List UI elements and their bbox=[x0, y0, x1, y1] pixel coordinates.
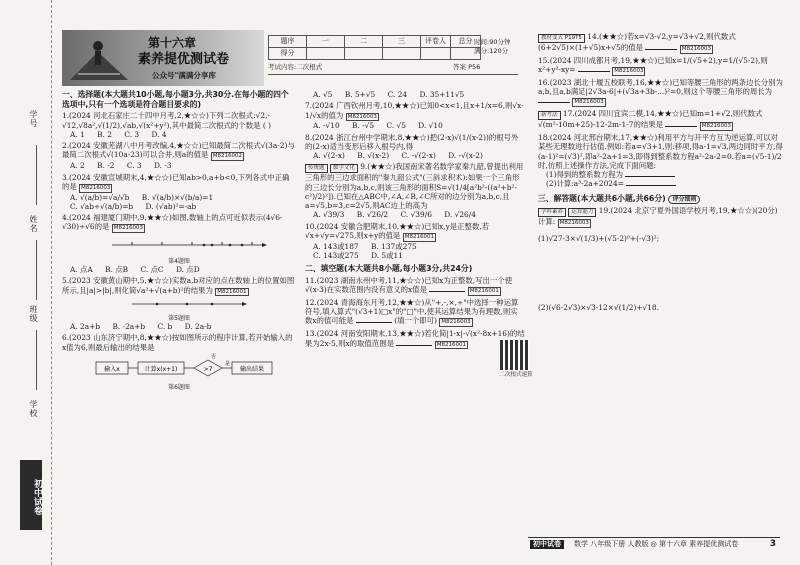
option[interactable]: A. 点A bbox=[70, 265, 93, 275]
option[interactable]: D. -3 bbox=[153, 161, 172, 171]
section-heading bbox=[538, 194, 783, 205]
number-line-figure bbox=[62, 233, 292, 255]
score-cell: 一 bbox=[307, 36, 345, 48]
side-label-name: 姓名 bbox=[29, 215, 38, 233]
sub-question-text: (1)得到的整系数方程为 bbox=[546, 170, 623, 179]
question-text: 13.(2024 河南安阳期末,13,★★☆)若化简|1-x|-√(x²-8x+16)的结果为2x-5,则x的取值范围是 bbox=[305, 329, 525, 348]
options bbox=[62, 161, 296, 170]
question-text: 11.(2023 湖南永州中考,11,★☆☆)已知x为正整数,写出一个使√(x-3)在实数范围内没有意义的x值是 bbox=[305, 275, 513, 295]
option[interactable]: B. √(x-2) bbox=[357, 151, 390, 161]
options bbox=[62, 265, 296, 274]
question-text: 10.(2024 安徽合肥期末,10,★★☆)已知x,y是正整数,若√x+√y=√275,则x+y的值是 bbox=[305, 221, 490, 240]
question-3 bbox=[62, 173, 296, 193]
option[interactable]: C. √5 bbox=[386, 121, 406, 131]
option[interactable]: B. 5+√5 bbox=[344, 90, 376, 99]
question-16 bbox=[538, 78, 783, 107]
options bbox=[305, 151, 525, 160]
option[interactable]: C. 3 bbox=[124, 129, 140, 139]
question-tag: 传统题 bbox=[305, 164, 328, 173]
option[interactable]: A. 2 bbox=[70, 161, 85, 171]
banner-illustration bbox=[68, 34, 130, 82]
question-code: M8216001 bbox=[469, 288, 499, 295]
number-line-figure bbox=[62, 296, 292, 312]
question-text: 15.(2024 四川成都月考,19,★★☆)已知x=1/(√5+2),y=1/(√5-2),则x²+y²-xy= bbox=[538, 55, 768, 74]
question-17 bbox=[538, 109, 783, 131]
option[interactable]: D. √10 bbox=[418, 121, 443, 131]
option[interactable]: C. -√(2-x) bbox=[401, 151, 436, 161]
score-cell: 得分 bbox=[269, 48, 307, 60]
option[interactable]: A. √5 bbox=[313, 90, 333, 99]
section-heading: 一、选择题(本大题共10小题,每小题3分,共30分.在每小题的四个选项中,只有一个选项是符合题目要求的) bbox=[62, 90, 289, 109]
answer-blank[interactable] bbox=[625, 176, 675, 177]
options bbox=[62, 130, 296, 139]
question-12 bbox=[305, 298, 525, 327]
question-text: (填一个即可) bbox=[394, 316, 437, 326]
option[interactable]: D. 2a-b bbox=[184, 322, 212, 332]
question-tag: 新考法 bbox=[538, 111, 561, 120]
exam-scope: 考试内容:二次根式 bbox=[268, 63, 323, 71]
option[interactable]: D. 35+11√5 bbox=[419, 90, 465, 99]
figure-caption: 第6题图 bbox=[168, 384, 190, 392]
page-number: 3 bbox=[769, 539, 776, 549]
question-text: 17.(2024 四川宜宾二模,14,★★☆)已知m=1+√2,则代数式√(m²-10m+25)-12-2m-1-7的结果是 bbox=[538, 109, 763, 130]
full-score: 满分:120分 bbox=[474, 47, 509, 56]
answer-reference: 答案 P56 bbox=[453, 63, 481, 71]
question-code: M8216003 bbox=[441, 319, 471, 326]
section-heading: 二、填空题(本大题共8小题,每小题3分,共24分) bbox=[305, 264, 473, 274]
binding-margin bbox=[0, 0, 52, 565]
question-5 bbox=[62, 276, 296, 296]
score-cell: 题序 bbox=[269, 36, 307, 48]
answer-blank[interactable] bbox=[538, 102, 570, 103]
option[interactable]: B. √(a/b)×√(b/a)=1 bbox=[141, 192, 214, 202]
question-4 bbox=[62, 213, 296, 233]
question-code: M8216001 bbox=[404, 233, 435, 240]
option[interactable]: B. 点B bbox=[105, 265, 129, 275]
question-code: M8216003 bbox=[701, 123, 731, 130]
option[interactable]: C. √ab÷√(a/b)=b bbox=[70, 201, 134, 211]
question-8: 8.(2024 浙江台州中学期末,8,★★☆)把(2-x)√(1/(x-2))的根号外的(2-x)适当变形后移入根号内,得 bbox=[305, 132, 519, 151]
score-table-row bbox=[269, 48, 481, 60]
option[interactable]: A. 1 bbox=[70, 129, 85, 139]
option[interactable]: B. 2 bbox=[97, 129, 112, 139]
question-code: M8216003 bbox=[347, 113, 377, 120]
option[interactable]: D. 4 bbox=[151, 129, 167, 139]
paper-title: 素养提优测试卷 bbox=[138, 52, 230, 67]
wechat-label: 公众号"满满分享库 bbox=[152, 71, 216, 80]
options bbox=[305, 242, 490, 261]
page-footer bbox=[528, 537, 780, 551]
question-10 bbox=[305, 222, 490, 242]
flow-step: 输入x bbox=[104, 365, 120, 373]
option[interactable]: B. -2 bbox=[97, 161, 115, 171]
question-14 bbox=[538, 32, 783, 54]
option[interactable]: B. -2a+b bbox=[112, 322, 146, 332]
question-code: M8216001 bbox=[217, 288, 247, 295]
option[interactable]: A. √39/3 bbox=[313, 210, 345, 220]
question-text: 19.(2024 北京宁夏外国语学校月考,19,★☆☆)(20分)计算: bbox=[538, 206, 778, 226]
question-code: M8216003 bbox=[681, 45, 711, 52]
option[interactable]: C. √39/6 bbox=[400, 210, 432, 220]
score-input[interactable] bbox=[307, 48, 345, 60]
score-cell: 三 bbox=[383, 36, 421, 48]
option[interactable]: A. 143或187 bbox=[313, 241, 359, 251]
sub-question: (2)(√6-2√3)×√3-12×√(1/2)+√18. bbox=[538, 303, 659, 312]
side-line bbox=[36, 330, 37, 390]
score-cell: 评卷人 bbox=[421, 36, 451, 48]
time-limit: 时间:90分钟 bbox=[474, 38, 511, 46]
options bbox=[62, 193, 296, 212]
flow-branch-no: 否 bbox=[211, 353, 217, 360]
option[interactable]: C. 143或275 bbox=[313, 250, 359, 260]
question-text: 16.(2023 湖北十堰五校联考,16,★★☆)已知等腰三角形的两条边长分别为a,b,且a,b满足|2√3a-6|+(√3a+3b-...)²=0,则这个等腰三角形的周长为 bbox=[538, 77, 783, 97]
question-tag: 运算能力 bbox=[568, 208, 596, 217]
question-6: 6.(2023 山东济宁期中,8,★★☆)按如图所示的程序计算,若开始输入的x值为6,则最后输出的结果是 bbox=[62, 333, 293, 352]
flow-decision: >7 bbox=[203, 365, 213, 373]
score-input[interactable] bbox=[345, 48, 383, 60]
flow-step: 输出结果 bbox=[239, 365, 265, 373]
option[interactable]: A. -√10 bbox=[313, 121, 340, 131]
option[interactable]: A. 2a+b bbox=[70, 322, 101, 332]
score-cell: 总分 bbox=[451, 36, 481, 48]
option[interactable]: C. 24 bbox=[387, 90, 408, 99]
question-code: M8216003 bbox=[81, 184, 111, 191]
answer-blank[interactable] bbox=[429, 291, 465, 292]
question-1: 1.(2024 河北石家庄二十四中月考,2,★☆☆)下列二次根式:√2,-√12,√8a²,√(1/2),√ab,√(x²+y²),其中最简二次根式的个数是 ( ) bbox=[62, 111, 271, 130]
question-code: M8216003 bbox=[614, 68, 644, 74]
option[interactable]: C. 点C bbox=[140, 265, 164, 275]
question-18: 18.(2024 河北邢台期末,17,★★☆)利用平方与开平方互为逆运算,可以对某些无理数进行估值.例如:若a=√3+1,则:移项,得a-1=√3,两边同时平方,得(a-1)²=(√3)²,即a²-2a+1=3,即得到整系数方程a²-2a-2=0.若a=(√5-1)/2时,仿照上述操作方法,完成下面问题: bbox=[538, 133, 783, 170]
question-text: 14.(★★☆)若x=√3-√2,y=√3+√2,则代数式(6+2√5)×(1+√5)x+√5的值是 bbox=[538, 32, 736, 52]
section-heading-text: 三、解答题(本大题共6小题,共66分) bbox=[538, 193, 666, 203]
flow-branch-yes: 是 bbox=[225, 360, 231, 367]
side-label-class: 班级 bbox=[29, 305, 38, 323]
sub-question bbox=[538, 170, 783, 179]
question-code: M8216003 bbox=[113, 225, 143, 232]
scoring-rubric-badge[interactable]: 评分细则 bbox=[668, 195, 700, 205]
score-input[interactable] bbox=[383, 48, 421, 60]
options bbox=[305, 121, 525, 130]
answer-blank[interactable] bbox=[645, 49, 677, 50]
question-19 bbox=[538, 206, 783, 228]
question-text: 3.(2024 安徽宣城期末,4,★☆☆)已知ab>0,a+b<0,下列各式中正确的是 bbox=[62, 172, 290, 191]
option[interactable]: D. √26/4 bbox=[444, 210, 476, 220]
sub-question: (1)√27-3×√(1/3)+(√5-2)⁰+(-√3)²; bbox=[538, 233, 660, 243]
figure-caption: 第5题图 bbox=[168, 314, 190, 322]
question-code: M8216003 bbox=[559, 219, 589, 226]
option[interactable]: C. b bbox=[157, 322, 173, 332]
options bbox=[62, 322, 296, 331]
options bbox=[305, 210, 525, 219]
question-code: M8216002 bbox=[212, 153, 243, 160]
question-15 bbox=[538, 56, 783, 76]
question-tag: 教材变式 P19T5 bbox=[538, 34, 585, 43]
option[interactable]: A. √(2-x) bbox=[313, 151, 345, 161]
program-flowchart bbox=[62, 352, 292, 382]
sub-question-text: (2)计算:a³-2a+2024= bbox=[546, 179, 624, 189]
side-label-student-id: 学号 bbox=[29, 110, 38, 128]
question-text: 7.(2024 广西钦州月考,10,★★☆)已知0<x<1,且x+1/x=6,则√x-1/√x的值为 bbox=[305, 101, 524, 120]
score-cell: 二 bbox=[345, 36, 383, 48]
qr-code[interactable] bbox=[500, 340, 530, 370]
footer-info: 数学 八年级下册 人教版 ◎ 第十六章 素养提优测试卷 bbox=[574, 540, 739, 548]
question-9 bbox=[305, 162, 525, 210]
question-tag: 数学文化 bbox=[330, 164, 358, 173]
option[interactable]: B. 137或275 bbox=[371, 241, 417, 251]
chapter-title: 第十六章 bbox=[148, 36, 197, 50]
side-line bbox=[36, 240, 37, 300]
question-7 bbox=[305, 101, 525, 121]
right-column bbox=[538, 30, 783, 312]
brand-stamp: 初中试卷 bbox=[20, 460, 42, 530]
question-tag: 学科素养 bbox=[538, 208, 566, 217]
option[interactable]: D. -√(x-2) bbox=[448, 151, 483, 161]
option[interactable]: B. √26/2 bbox=[356, 210, 389, 220]
option[interactable]: D. 点D bbox=[175, 265, 200, 275]
side-line bbox=[36, 145, 37, 205]
answer-blank[interactable] bbox=[396, 345, 432, 346]
qr-caption: 二次根式速算 bbox=[499, 372, 533, 378]
title-banner bbox=[62, 30, 264, 86]
question-code: M8216003 bbox=[574, 99, 604, 106]
score-input[interactable] bbox=[421, 48, 451, 60]
question-2 bbox=[62, 141, 296, 161]
side-label-school: 学校 bbox=[29, 400, 38, 418]
option[interactable]: C. 3 bbox=[126, 161, 142, 171]
answer-blank[interactable] bbox=[626, 185, 676, 186]
question-11 bbox=[305, 276, 525, 296]
question-text: 4.(2024 福建厦门期中,9,★★☆)如图,数轴上的点可近似表示(4√6-√30)÷√6的是 bbox=[62, 213, 283, 232]
answer-blank[interactable] bbox=[356, 322, 392, 323]
option[interactable]: D. (√ab)²=-ab bbox=[145, 201, 197, 211]
time-info bbox=[474, 38, 510, 56]
left-column bbox=[62, 90, 296, 392]
middle-column bbox=[305, 90, 525, 349]
question-text: 5.(2023 安徽黄山期中,5,★☆☆)实数a,b对应的点在数轴上的位置如图所示,且|a|>|b|,则化简√a²+√(a+b)²的结果为 bbox=[62, 276, 295, 295]
divider bbox=[268, 74, 518, 75]
option[interactable]: B. -√5 bbox=[352, 121, 375, 131]
option[interactable]: A. √(a/b)=√a/√b bbox=[70, 192, 130, 202]
question-13 bbox=[305, 329, 525, 349]
figure-caption: 第4题图 bbox=[168, 257, 190, 265]
question-text: 9.(★★☆)我国南宋著名数学家秦九韶,曾提出利用三角形的三边求面积的"秦九韶公式"(三斜求积术):如果一个三角形的三边长分别为a,b,c,则该三角形的面积S=√(1/4[a²b²-((a²+b²-c²)/2)²]).已知在△ABC中,∠A,∠B,∠C所对的边分别为a,b,c,且a=√5,b=3,c=2√5,则AC边上的高为 bbox=[305, 162, 524, 210]
score-table-header bbox=[269, 36, 481, 48]
option[interactable]: D. 5或11 bbox=[371, 250, 403, 260]
options bbox=[305, 90, 525, 99]
score-table bbox=[268, 35, 481, 60]
question-text: 2.(2024 安徽芜湖八中月考改编,4,★☆☆)已知最简二次根式√(3a-2)与最简二次根式√(10a-23)可以合并,则a的值是 bbox=[62, 141, 295, 160]
sub-question bbox=[538, 179, 783, 188]
footer-brand: 初中试卷 bbox=[530, 540, 564, 549]
question-text: 12.(2024 青海海东月考,12,★★☆)从"+,-,×,÷"中选择一种运算符号,填入算式"(√3+1)□x"的"□"中,使其运算结果为有理数,则实数x的值可能是 bbox=[305, 297, 519, 326]
question-code: M8216001 bbox=[436, 341, 466, 348]
answer-blank[interactable] bbox=[665, 126, 697, 127]
flow-step: 计算x(x+1) bbox=[144, 365, 178, 373]
answer-blank[interactable] bbox=[578, 71, 610, 72]
